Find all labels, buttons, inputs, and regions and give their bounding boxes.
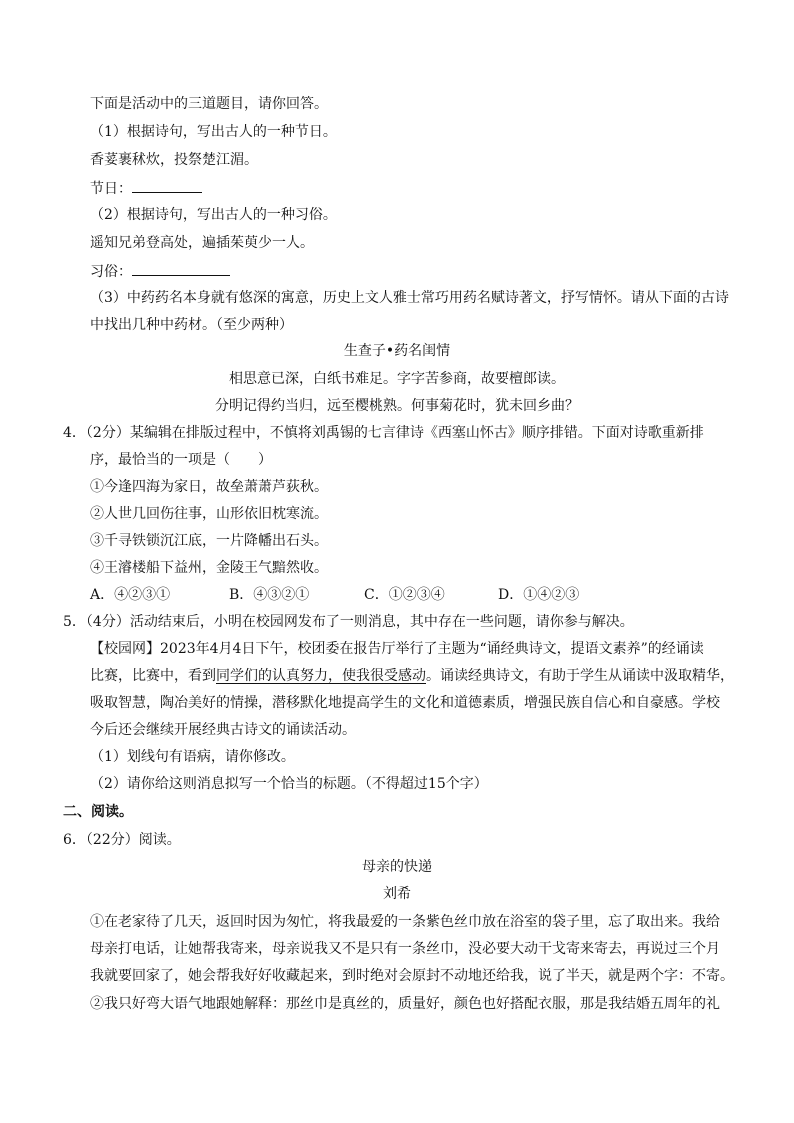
q3-p2-label: 习俗： bbox=[90, 264, 132, 280]
q4-option-d[interactable]: D．①④②③ bbox=[498, 587, 580, 603]
q4-poem-line-3: ③千寻铁锁沉江底，一片降幡出石头。 bbox=[90, 533, 328, 549]
q4-poem-line-1: ①今逢四海为家日，故垒萧萧芦荻秋。 bbox=[90, 479, 328, 495]
q3-p1-label: 节日： bbox=[90, 181, 132, 197]
q3-p2-verse: 遥知兄弟登高处，遍插茱萸少一人。 bbox=[90, 235, 314, 251]
q5-stem: 5．（4分）活动结束后，小明在校园网发布了一则消息，其中存在一些问题，请你参与解决。 bbox=[63, 614, 634, 630]
q4-stem-line1: 4．（2分）某编辑在排版过程中，不慎将刘禹锡的七言律诗《西塞山怀古》顺序排错。下面对诗歌重新排 bbox=[63, 425, 704, 441]
poem-title: 生查子•药名闺情 bbox=[343, 343, 451, 359]
q3-p1-answer-blank[interactable] bbox=[132, 178, 202, 193]
poem-line-1: 相思意已深，白纸书难足。字字苦参商，故要檀郎读。 bbox=[229, 371, 565, 387]
q3-p1-answer-row bbox=[90, 178, 202, 199]
section-heading-reading: 二、阅读。 bbox=[63, 804, 133, 820]
q3-p3-line2: 中找出几种中药材。（至少两种） bbox=[90, 317, 293, 333]
q5-news-line2-pre: 比赛，比赛中，看到 bbox=[90, 668, 216, 684]
article-author: 刘希 bbox=[383, 886, 411, 902]
q4-option-b[interactable]: B．④③②① bbox=[229, 587, 310, 603]
q6-stem: 6．（22分）阅读。 bbox=[63, 832, 181, 848]
q3-p2-answer-row bbox=[90, 261, 230, 282]
q5-news-line2-post: 。诵读经典诗文，有助于学生从诵读中汲取精华， bbox=[426, 668, 734, 684]
q5-news-line1: 【校园网】2023年4月4日下午，校团委在报告厅举行了主题为“诵经典诗文，提语文素养”的经诵读 bbox=[90, 641, 704, 657]
q4-stem-line2: 序，最恰当的一项是（ ） bbox=[90, 452, 272, 468]
q5-sub2: （2）请你给这则消息拟写一个恰当的标题。（不得超过15个字） bbox=[90, 776, 488, 792]
intro-text: 下面是活动中的三道题目，请你回答。 bbox=[90, 96, 328, 112]
q4-option-a[interactable]: A．④②③① bbox=[90, 587, 171, 603]
article-p1-line3: 我就要回家了，她会帮我好好收藏起来，到时绝对会原封不动地还给我，说了半天，就是两个字：不寄。 bbox=[90, 968, 734, 984]
q5-sub1: （1）划线句有语病，请你修改。 bbox=[90, 749, 295, 765]
q5-underlined-sentence: 同学们的认真努力，使我很受感动 bbox=[216, 668, 426, 684]
q5-news-line3: 吸取智慧，陶冶美好的情操，潜移默化地提高学生的文化和道德素质，增强民族自信心和自豪感。学校 bbox=[90, 695, 720, 711]
q5-news-line2 bbox=[90, 666, 734, 686]
q4-option-c[interactable]: C．①②③④ bbox=[364, 587, 445, 603]
q3-p2-answer-blank[interactable] bbox=[132, 261, 230, 276]
poem-line-2: 分明记得约当归，远至樱桃熟。何事菊花时，犹未回乡曲？ bbox=[215, 398, 579, 414]
q3-p3-line1: （3）中药药名本身就有悠深的寓意，历史上文人雅士常巧用药名赋诗著文，抒写情怀。请从下面的古诗 bbox=[90, 290, 729, 306]
q3-p1-verse: 香荽裹秫炊，投祭楚江湄。 bbox=[90, 152, 258, 168]
q3-p2-prompt: （2）根据诗句，写出古人的一种习俗。 bbox=[90, 207, 337, 223]
q3-p1-prompt: （1）根据诗句，写出古人的一种节日。 bbox=[90, 124, 337, 140]
article-p2-line1: ②我只好弯大语气地跟她解释：那丝巾是真丝的，质量好，颜色也好搭配衣服，那是我结婚五周年的礼 bbox=[90, 996, 720, 1012]
q4-poem-line-4: ④王濬楼船下益州，金陵王气黯然收。 bbox=[90, 560, 328, 576]
q5-news-line4: 今后还会继续开展经典古诗文的诵读活动。 bbox=[90, 722, 356, 738]
q4-poem-line-2: ②人世几回伤往事，山形依旧枕寒流。 bbox=[90, 506, 328, 522]
article-p1-line2: 母亲打电话，让她帮我寄来，母亲说我又不是只有一条丝巾，没必要大动干戈寄来寄去，再说过三个月 bbox=[90, 941, 720, 957]
article-p1-line1: ①在老家待了几天，返回时因为匆忙，将我最爱的一条紫色丝巾放在浴室的袋子里，忘了取出来。我给 bbox=[90, 914, 720, 930]
article-title: 母亲的快递 bbox=[362, 859, 432, 875]
